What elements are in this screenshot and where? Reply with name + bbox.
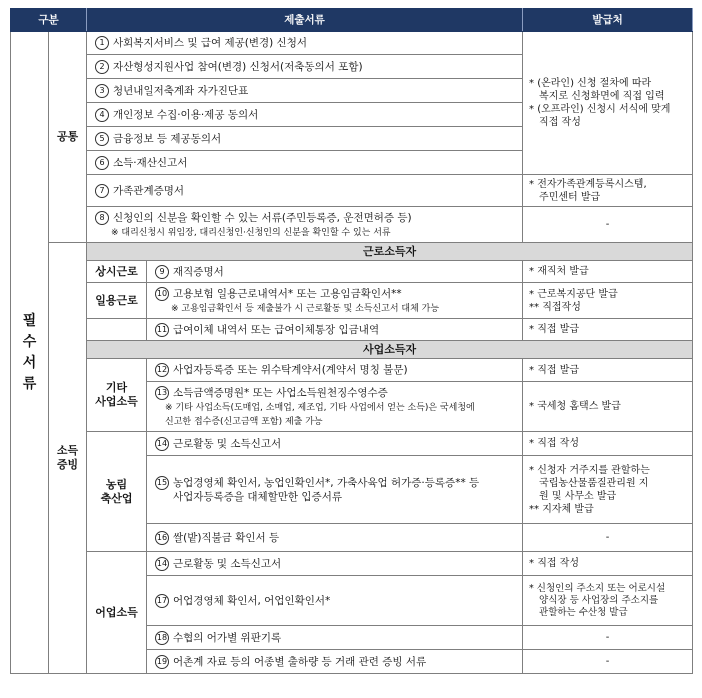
doc-item: 14 근로활동 및 소득신고서: [147, 552, 523, 576]
table-row: [11, 319, 693, 341]
doc-item: 16 쌀(밭)직불금 확인서 등: [147, 524, 523, 552]
table-row: [11, 175, 693, 207]
label-empty: [87, 319, 147, 341]
issuer-fish-18: -: [523, 626, 693, 650]
table-row: [11, 359, 693, 382]
table-row: [11, 261, 693, 283]
section-business-title: 사업소득자: [87, 341, 693, 359]
label-other-biz: 기타 사업소득: [87, 359, 147, 432]
doc-item: 3 청년내일저축계좌 자가진단표: [87, 79, 523, 103]
section-earned: [11, 243, 693, 261]
issuer-agri-16: -: [523, 524, 693, 552]
doc-item: 7 가족관계증명서: [87, 175, 523, 207]
issuer-agri-14: * 직접 작성: [523, 432, 693, 456]
issuer-row13: * 국세청 홈택스 발급: [523, 382, 693, 432]
doc-item: 11 급여이체 내역서 또는 급여이체통장 입금내역: [147, 319, 523, 341]
label-daily: 일용근로: [87, 283, 147, 319]
header-category: 구분: [11, 9, 87, 32]
label-fishery: 어업소득: [87, 552, 147, 674]
required-documents-table: [10, 8, 693, 674]
category-common: 공통: [49, 32, 87, 243]
issuer-id: -: [523, 207, 693, 243]
issuer-row12: * 직접 발급: [523, 359, 693, 382]
category-required: 필수서류: [11, 32, 49, 674]
doc-item: 14 근로활동 및 소득신고서: [147, 432, 523, 456]
doc-item: 17 어업경영체 확인서, 어업인확인서*: [147, 576, 523, 626]
header-documents: 제출서류: [87, 9, 523, 32]
doc-item: 12 사업자등록증 또는 위수탁계약서(계약서 명칭 불문): [147, 359, 523, 382]
doc-item: 8 신청인의 신분을 확인할 수 있는 서류(주민등록증, 운전면허증 등) ※ 대리신청시 위임장, 대리신청인·신청인의 신분을 확인할 수 있는 서류: [87, 207, 523, 243]
doc-item: 15 농업경영체 확인서, 농업인확인서*, 가축사육업 허가증·등록증** 등 사업자등록증을 대체할만한 입증서류: [147, 456, 523, 524]
issuer-fish-14: * 직접 작성: [523, 552, 693, 576]
header-issuer: 발급처: [523, 9, 693, 32]
label-regular: 상시근로: [87, 261, 147, 283]
issuer-transfer: * 직접 발급: [523, 319, 693, 341]
doc-item: 4 개인정보 수집·이용·제공 동의서: [87, 103, 523, 127]
table-row: [11, 207, 693, 243]
doc-item: 2 자산형성지원사업 참여(변경) 신청서(저축동의서 포함): [87, 55, 523, 79]
section-earned-title: 근로소득자: [87, 243, 693, 261]
issuer-regular: * 재직처 발급: [523, 261, 693, 283]
doc-item: 1 사회복지서비스 및 급여 제공(변경) 신청서: [87, 32, 523, 55]
label-agri: 농림 축산업: [87, 432, 147, 552]
issuer-fish-17: * 신청인의 주소지 또는 어로시설 양식장 등 사업장의 주소지를 관할하는 수산청 발급: [523, 576, 693, 626]
doc-item: 9 재직증명서: [147, 261, 523, 283]
doc-item: 13 소득금액증명원* 또는 사업소득원천징수영수증 ※ 기타 사업소득(도매업, 소매업, 제조업, 기타 사업에서 얻는 소득)은 국세청에 신고한 접수증(신고금액 포함) 제출 가능: [147, 382, 523, 432]
section-business: [11, 341, 693, 359]
doc-item: 19 어촌계 자료 등의 어종별 출하량 등 거래 관련 증빙 서류: [147, 650, 523, 674]
category-income: 소득증빙: [49, 243, 87, 674]
table-row: [11, 283, 693, 319]
issuer-fish-19: -: [523, 650, 693, 674]
table-row: [11, 552, 693, 576]
issuer-family: * 전자가족관계등록시스템, 주민센터 발급: [523, 175, 693, 207]
document-table-container: [10, 8, 692, 674]
issuer-agri-15: * 신청자 거주지를 관할하는 국립농산물품질관리원 지 원 및 사무소 발급 ** 지자체 발급: [523, 456, 693, 524]
issuer-daily: * 근로복지공단 발급 ** 직접작성: [523, 283, 693, 319]
doc-item: 10 고용보험 일용근로내역서* 또는 고용임금확인서** ※ 고용임금확인서 등 제출불가 시 근로활동 및 소득신고서 대체 가능: [147, 283, 523, 319]
table-row: [11, 32, 693, 55]
table-row: [11, 432, 693, 456]
table-header-row: [11, 9, 693, 32]
doc-item: 5 금융정보 등 제공동의서: [87, 127, 523, 151]
doc-item: 6 소득·재산신고서: [87, 151, 523, 175]
doc-item: 18 수협의 어가별 위판기록: [147, 626, 523, 650]
issuer-common: * (온라인) 신청 절차에 따라 복지로 신청화면에 직접 입력 * (오프라인) 신청시 서식에 맞게 직접 작성: [523, 32, 693, 175]
